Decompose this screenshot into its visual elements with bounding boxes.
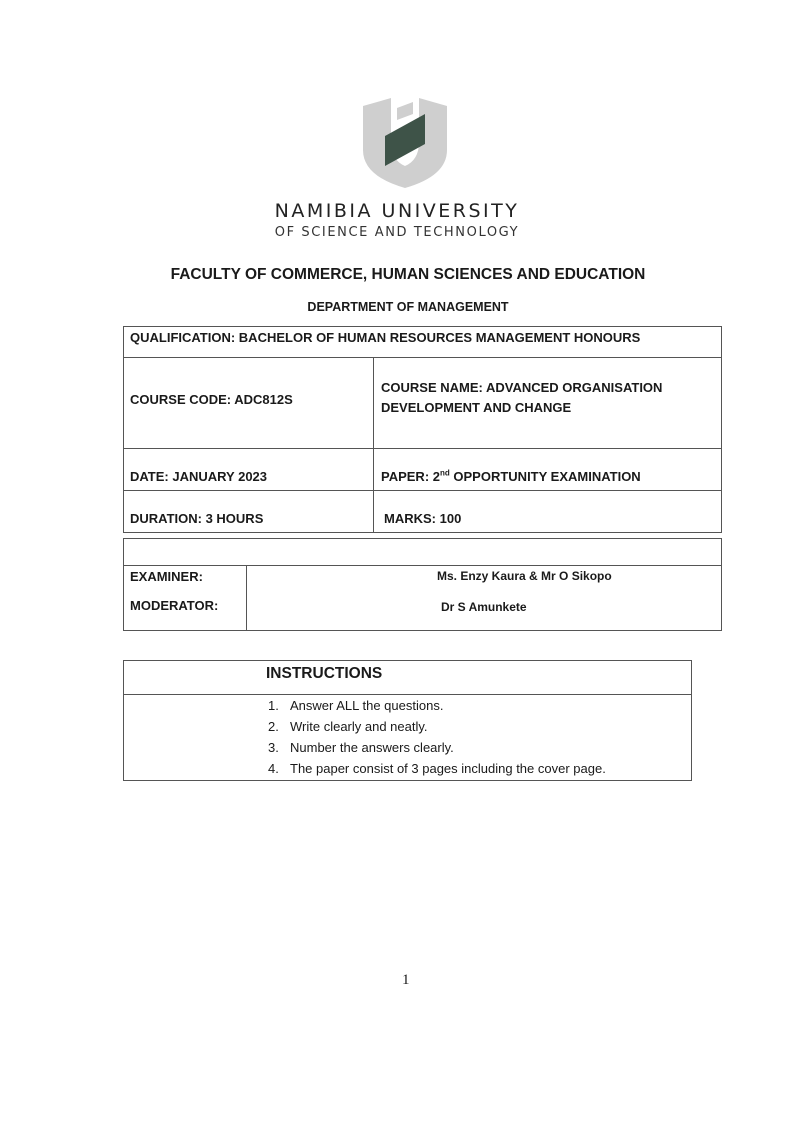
moderator-label: MODERATOR: bbox=[130, 598, 219, 613]
exam-date: DATE: JANUARY 2023 bbox=[130, 469, 268, 484]
faculty-title: FACULTY OF COMMERCE, HUMAN SCIENCES AND EDUCATION bbox=[170, 266, 646, 283]
course-name-line1: COURSE NAME: ADVANCED ORGANISATION bbox=[381, 380, 663, 395]
university-name: NAMIBIA UNIVERSITY bbox=[274, 200, 520, 222]
instruction-item: 3. Number the answers clearly. bbox=[268, 740, 454, 755]
instructions-heading: INSTRUCTIONS bbox=[266, 665, 383, 682]
university-subtitle: OF SCIENCE AND TECHNOLOGY bbox=[274, 225, 520, 240]
examiner-value: Ms. Enzy Kaura & Mr O Sikopo bbox=[437, 569, 612, 583]
department-title: DEPARTMENT OF MANAGEMENT bbox=[307, 300, 509, 314]
page-number: 1 bbox=[402, 972, 410, 988]
qualification: QUALIFICATION: BACHELOR OF HUMAN RESOURCES MANAGEMENT HONOURS bbox=[130, 330, 641, 345]
instruction-item: 1. Answer ALL the questions. bbox=[268, 698, 444, 713]
marks: MARKS: 100 bbox=[384, 511, 462, 526]
moderator-value: Dr S Amunkete bbox=[441, 600, 527, 614]
university-shield-logo-icon bbox=[355, 92, 455, 192]
course-code: COURSE CODE: ADC812S bbox=[130, 392, 293, 407]
examiner-label: EXAMINER: bbox=[130, 569, 203, 584]
instructions-list bbox=[268, 695, 606, 779]
duration: DURATION: 3 HOURS bbox=[130, 511, 264, 526]
instruction-item: 2. Write clearly and neatly. bbox=[268, 719, 428, 734]
paper-type: PAPER: 2nd OPPORTUNITY EXAMINATION bbox=[381, 468, 641, 484]
course-name-line2: DEVELOPMENT AND CHANGE bbox=[381, 400, 572, 415]
instruction-item: 4. The paper consist of 3 pages including the cover page. bbox=[268, 761, 606, 776]
